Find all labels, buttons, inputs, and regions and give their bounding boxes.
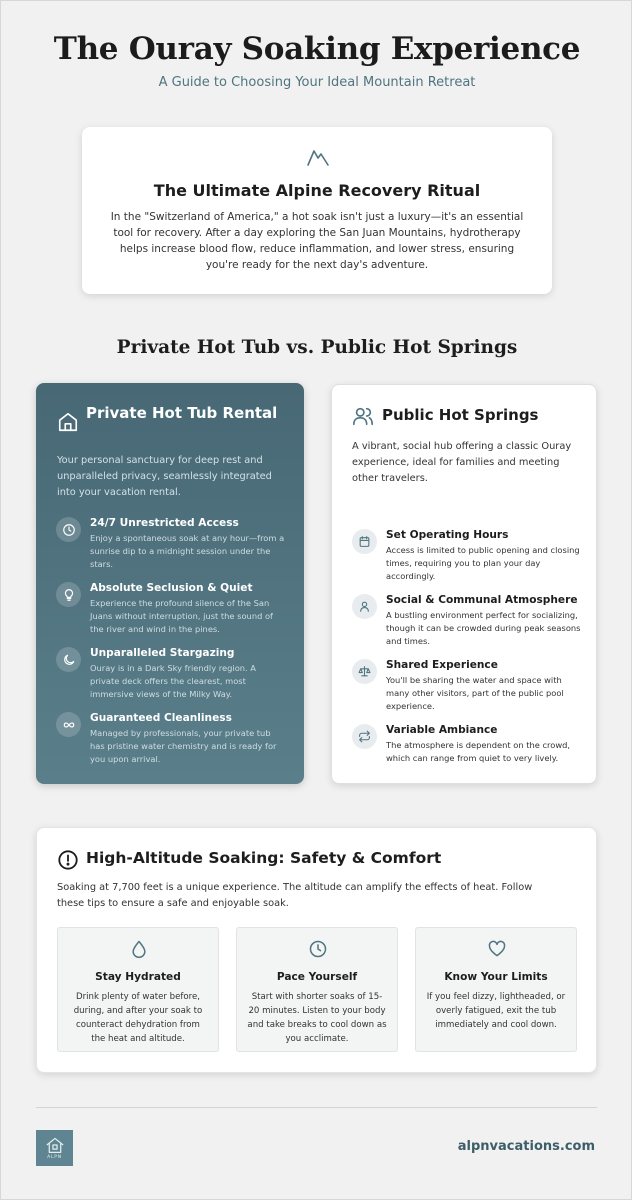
intro-text: In the "Switzerland of America," a hot soak isn't just a luxury—it's an essential tool for recovery. After a day exploring the San Juan Mountains, hydrotherapy helps increase blood flow, reduce inflammation, and lower stress, ensuring you're ready for the next day's adventure. (110, 211, 524, 271)
feature-text: You'll be sharing the water and space with many other visitors, part of the public pool experience. (386, 675, 564, 711)
tip-text: If you feel dizzy, lightheaded, or overly fatigued, exit the tub immediately and cool down. (426, 992, 566, 1030)
lightbulb-icon (56, 582, 81, 607)
tip-title: Know Your Limits (444, 971, 548, 983)
clock-icon (308, 939, 328, 959)
scale-icon (352, 659, 377, 684)
page-title: The Ouray Soaking Experience (53, 31, 581, 67)
tip-text: Start with shorter soaks of 15-20 minutes. Listen to your body and take breaks to cool down as you acclimate. (247, 992, 387, 1044)
website-link[interactable]: alpnvacations.com (457, 1139, 595, 1154)
public-card-title: Public Hot Springs (382, 406, 539, 424)
safety-text: Soaking at 7,700 feet is a unique experience. The altitude can amplify the effects of heat. Follow these tips to ensure a safe and enjoyable soak. (57, 882, 533, 909)
feature-text: The atmosphere is dependent on the crowd, which can range from quiet to very lively. (386, 740, 571, 763)
alert-circle-icon (57, 849, 79, 871)
private-card-description: Your personal sanctuary for deep rest and unparalleled privacy, seamlessly integrated into your vacation rental. (57, 455, 272, 498)
feature-text: Experience the profound silence of the San Juans without interruption, just the sound of the river and wind in the pines. (90, 598, 273, 634)
feature-title: Unparalleled Stargazing (90, 647, 235, 659)
tip-card (236, 927, 398, 1052)
brand-logo[interactable] (36, 1130, 73, 1166)
tip-title: Stay Hydrated (95, 971, 181, 983)
repeat-icon (352, 724, 377, 749)
home-icon (57, 411, 79, 433)
tip-title: Pace Yourself (276, 971, 358, 983)
page-subtitle: A Guide to Choosing Your Ideal Mountain Retreat (158, 75, 476, 90)
droplet-icon (129, 939, 149, 959)
tip-text: Drink plenty of water before, during, and after your soak to counteract dehydration from the heat and altitude. (73, 992, 203, 1044)
feature-title: Set Operating Hours (386, 529, 509, 541)
feature-title: 24/7 Unrestricted Access (90, 517, 239, 529)
intro-card (82, 127, 552, 294)
feature-title: Guaranteed Cleanliness (90, 712, 232, 724)
public-hot-springs-card (331, 384, 597, 784)
intro-title: The Ultimate Alpine Recovery Ritual (153, 181, 481, 200)
logo-text: ALPN (47, 1155, 62, 1160)
feature-title: Social & Communal Atmosphere (386, 594, 578, 606)
feature-text: Ouray is in a Dark Sky friendly region. A private deck offers the clearest, most immersive views of the Milky Way. (90, 663, 256, 699)
feature-title: Absolute Seclusion & Quiet (90, 582, 253, 594)
public-card-description: A vibrant, social hub offering a classic Ouray experience, ideal for families and meeting other travelers. (352, 441, 572, 484)
sparkle-icon (56, 712, 81, 737)
feature-title: Shared Experience (386, 659, 498, 671)
comparison-title: Private Hot Tub vs. Public Hot Springs (116, 337, 518, 358)
feature-text: Enjoy a spontaneous soak at any hour—from a sunrise dip to a midnight session under the stars. (90, 533, 285, 569)
footer-divider (36, 1107, 597, 1108)
mountain-icon (306, 145, 330, 169)
moon-icon (56, 647, 81, 672)
safety-card (36, 827, 597, 1073)
private-hot-tub-card (36, 383, 304, 784)
feature-title: Variable Ambiance (386, 724, 498, 736)
clock-icon (56, 517, 81, 542)
safety-title: High-Altitude Soaking: Safety & Comfort (86, 849, 442, 867)
calendar-icon (352, 529, 377, 554)
house-logo-icon (45, 1136, 65, 1154)
private-card-title: Private Hot Tub Rental (86, 404, 278, 422)
users-icon (352, 405, 374, 427)
feature-text: Managed by professionals, your private tub has pristine water chemistry and is ready for you upon arrival. (90, 728, 277, 764)
tip-card (57, 927, 219, 1052)
feature-text: Access is limited to public opening and closing times, requiring you to plan your day accordingly. (386, 545, 580, 581)
person-icon (352, 594, 377, 619)
heart-icon (487, 939, 507, 959)
feature-text: A bustling environment perfect for socializing, though it can be crowded during peak seasons and times. (386, 610, 581, 646)
tip-card (415, 927, 577, 1052)
